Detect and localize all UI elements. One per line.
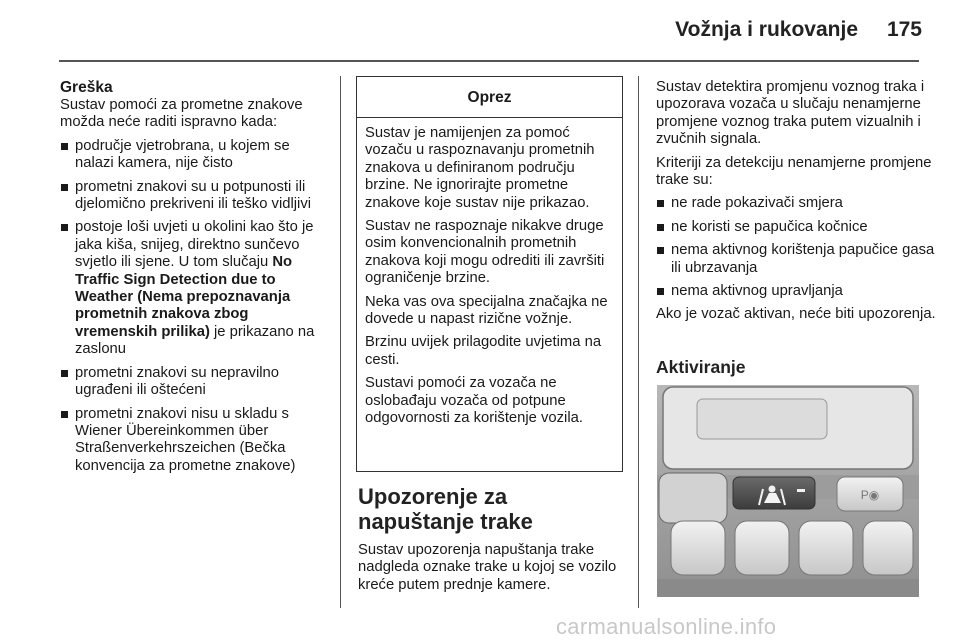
- indicator-led: [797, 489, 805, 492]
- list-item: [656, 219, 944, 236]
- bullet-icon: [61, 370, 68, 377]
- left-button-shape: [659, 473, 727, 523]
- list-item: [656, 242, 944, 277]
- list-item: [656, 283, 944, 300]
- list-item: [656, 195, 944, 212]
- bullet-icon: [657, 224, 664, 231]
- list-item-text: područje vjetrobrana, u kojem se nalazi kamera, nije čisto: [75, 137, 290, 172]
- list-item: [60, 179, 332, 214]
- bullet-icon: [61, 411, 68, 418]
- bullet-icon: [61, 143, 68, 150]
- right-intro: Sustav detektira promjenu voznog traka i upozorava vozača u slučaju nenamjerne promjene voznog traka putem vizualnih i zvučnih signala.: [656, 79, 925, 148]
- section-heading-lane-departure: Upozorenje za napuštanje trake: [358, 484, 533, 534]
- list-item-text: nema aktivnog korištenja papučice gasa ili ubrzavanja: [671, 242, 935, 276]
- bullet-icon: [657, 288, 664, 295]
- list-item-text: prometni znakovi nisu u skladu s Wiener Übereinkommen über Straßenverkehrszeichen (Bečka konvencija za prometne znakove): [75, 405, 296, 474]
- list-item-text: prometni znakovi su nepravilno ugrađeni ili oštećeni: [75, 364, 279, 399]
- bullet-icon: [657, 200, 664, 207]
- caution-body: [357, 118, 622, 428]
- lane-departure-text: Sustav upozorenja napuštanja trake nadgleda oznake trake u kojoj se vozilo kreće putem prednje kamere.: [358, 542, 617, 593]
- display-message-text: No Traffic Sign Detection due to Weather (Nema prepoznavanja prometnih znakova zbog vremenskih prilika): [75, 254, 293, 340]
- column-divider-left: [340, 76, 341, 608]
- bullet-icon: [61, 184, 68, 191]
- lower-button-2: [735, 521, 789, 575]
- caution-paragraph: Sustavi pomoći za vozača ne oslobađaju vozača od potpune odgovornosti za korištenje vozila.: [365, 375, 583, 427]
- caution-title: Oprez: [357, 77, 622, 118]
- lower-button-1: [671, 521, 725, 575]
- right-column: [656, 79, 944, 330]
- list-item: [60, 406, 332, 476]
- lower-button-3: [799, 521, 853, 575]
- criteria-list: [656, 195, 944, 300]
- list-item-text: nema aktivnog upravljanja: [671, 283, 843, 300]
- caution-box: [356, 76, 623, 472]
- watermark: carmanualsonline.info: [556, 614, 777, 639]
- bottom-trim-shape: [657, 579, 919, 597]
- caution-paragraph: Brzinu uvijek prilagodite uvjetima na cesti.: [365, 334, 602, 368]
- right-closing: Ako je vozač aktivan, neće biti upozorenja.: [656, 306, 936, 323]
- section-heading-aktiviranje: Aktiviranje: [656, 357, 746, 377]
- park-assist-label: P◉: [860, 488, 880, 502]
- bullet-icon: [657, 247, 664, 254]
- list-item-text: prometni znakovi su u potpunosti ili djelomično prekriveni ili teško vidljivi: [75, 178, 312, 213]
- bullet-icon: [61, 224, 68, 231]
- left-column: [60, 79, 332, 481]
- list-item: [60, 219, 332, 358]
- page-header-title: Vožnja i rukovanje: [675, 18, 858, 41]
- caution-paragraph: Neka vas ova specijalna značajka ne dovede u napast rizične vožnje.: [365, 293, 608, 328]
- header-divider: [59, 60, 919, 62]
- column-divider-right: [638, 76, 639, 608]
- list-item-text: postoje loši uvjeti u okolini kao što je jaka kiša, snijeg, direktno sunčevo svjetlo ili sjene. U tom slučaju: [75, 219, 314, 271]
- section-heading-greska: Greška: [60, 79, 113, 96]
- left-list: [60, 138, 332, 475]
- dashboard-buttons-photo: [657, 385, 919, 597]
- lower-button-4: [863, 521, 913, 575]
- left-intro: Sustav pomoći za prometne znakove možda neće raditi ispravno kada:: [60, 97, 303, 131]
- list-item-text: je prikazano na zaslonu: [75, 323, 315, 358]
- caution-paragraph: Sustav ne raspoznaje nikakve druge osim konvencionalnih prometnih znakova koji mogu odrediti ili završiti ograničenje brzine.: [365, 218, 605, 287]
- caution-paragraph: Sustav je namijenjen za pomoć vozaču u raspoznavanju prometnih znakova u definiranom području brzine. Ne ignorirajte prometne znakove koje sustav nije prikazao.: [365, 125, 595, 211]
- page-number: 175: [886, 18, 922, 41]
- criteria-intro: Kriteriji za detekciju nenamjerne promjene trake su:: [656, 154, 932, 189]
- lane-departure-paragraph: [358, 542, 628, 600]
- list-item: [60, 365, 332, 400]
- list-item-text: ne koristi se papučica kočnice: [671, 218, 868, 235]
- upper-button-shape: [697, 399, 827, 439]
- list-item: [60, 138, 332, 173]
- list-item-text: ne rade pokazivači smjera: [671, 195, 843, 212]
